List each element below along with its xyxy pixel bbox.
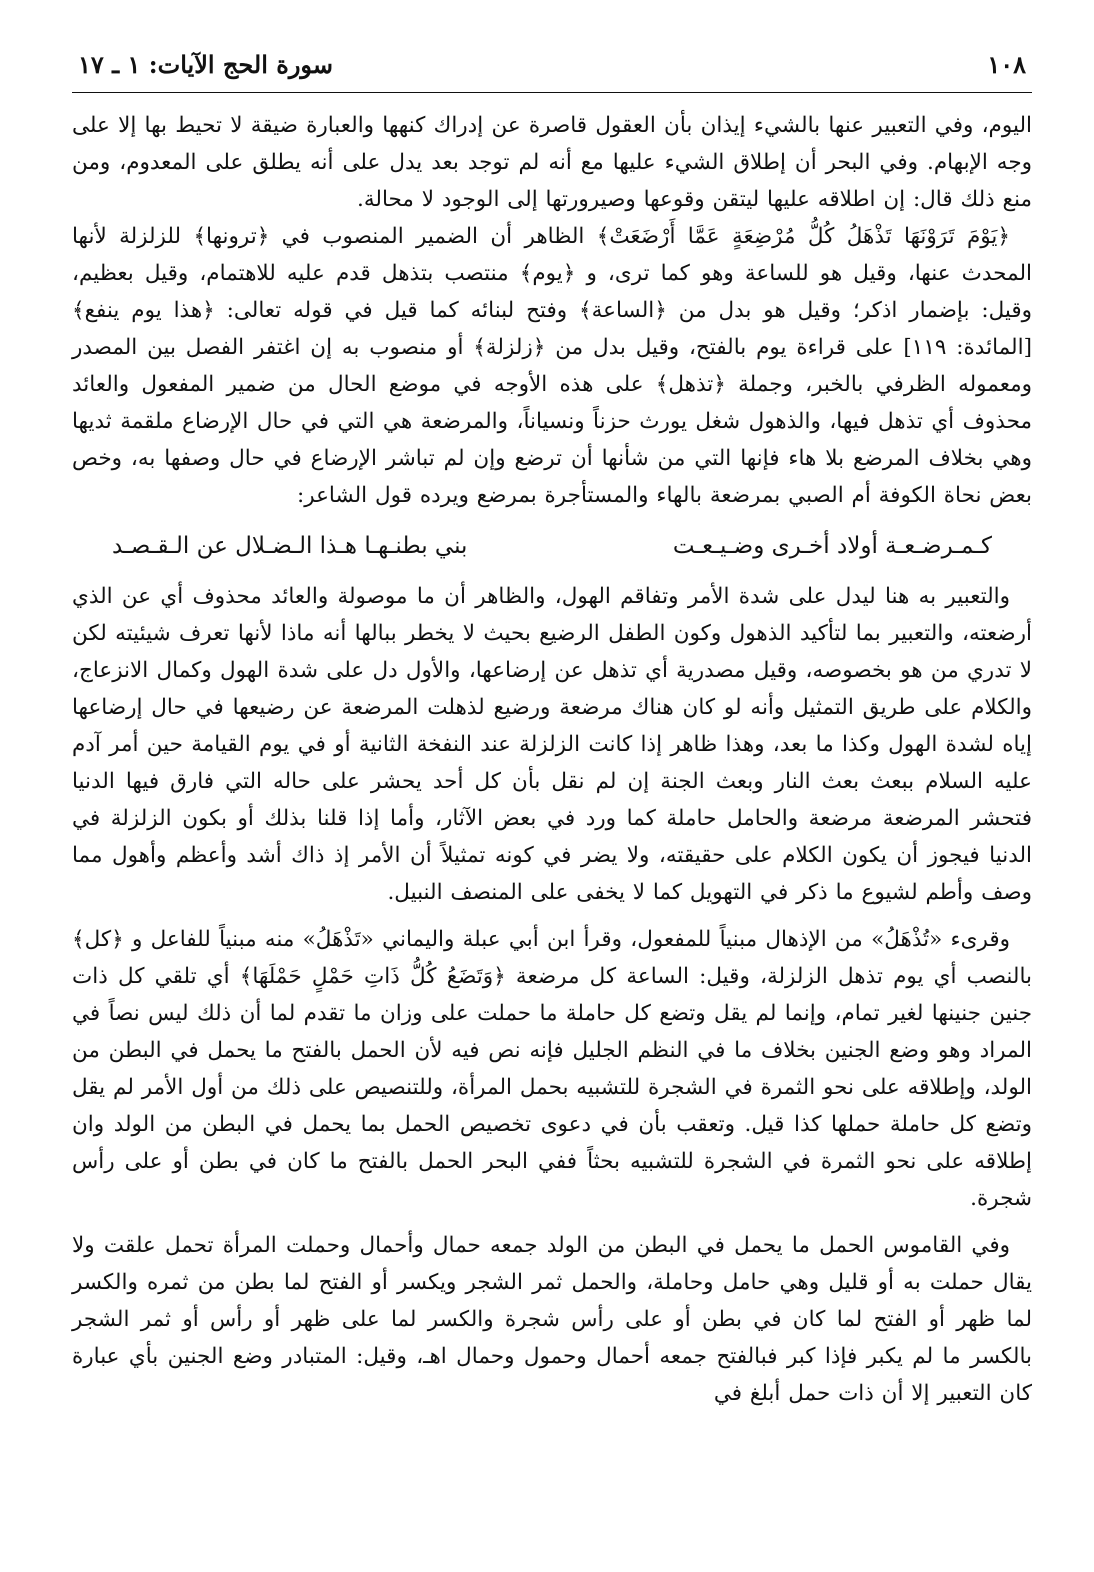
paragraph: اليوم، وفي التعبير عنها بالشيء إيذان بأن العقول قاصرة عن إدراك كنهها والعبارة ضيقة لا تحيط بها إلا على وجه الإبهام. وفي البحر أن إطلاق الشيء عليها مع أنه لم توجد بعد يدل على أنه يطلق على المعدوم، ومن منع ذلك قال: إن اطلاقه عليها ليتقن وقوعها وصيرورتها إلى الوجود لا محالة.	[72, 113, 1032, 212]
paragraph: وقرىء «تُذْهَلُ» من الإذهال مبنياً للمفعول، وقرأ ابن أبي عبلة واليماني «تَذْهَلُ» منه مبنياً للفاعل و ﴿كل﴾ بالنصب أي يوم تذهل الزلزلة، وقيل: الساعة كل مرضعة ﴿وَتَضَعُ كُلُّ ذَاتِ حَمْلٍ حَمْلَهَا﴾ أي تلقي كل ذات جنين جنينها لغير تمام، وإنما لم يقل وتضع كل حاملة ما حملت على وزان ما تقدم لما أن ذلك ليس نصاً في المراد وهو وضع الجنين بخلاف ما في النظم الجليل فإنه نص فيه لأن الحمل بالفتح ما يحمل في البطن من الولد، وإطلاقه على نحو الثمرة في الشجرة للتشبيه بحمل المرأة، وللتنصيص على ذلك من أول الأمر لم يقل وتضع كل حاملة حملها كذا قيل. وتعقب بأن في دعوى تخصيص الحمل بما يحمل في البطن من الولد وان إطلاقه على نحو الثمرة في الشجرة للتشبيه بحثاً ففي البحر الحمل بالفتح ما كان في بطن أو على رأس شجرة.	[72, 927, 1032, 1211]
paragraph: وفي القاموس الحمل ما يحمل في البطن من الولد جمعه حمال وأحمال وحملت المرأة تحمل علقت ولا يقال حملت به أو قليل وهي حامل وحاملة، والحمل ثمر الشجر ويكسر أو الفتح لما بطن من ثمره والكسر لما ظهر أو الفتح لما كان في بطن أو على رأس شجرة والكسر لما على ظهر أو رأس أو ثمر الشجر بالكسر ما لم يكبر فإذا كبر فبالفتح جمعه أحمال وحمول وحمال اهـ، وقيل: المتبادر وضع الجنين بأي عبارة كان التعبير إلا أن ذات حمل أبلغ في	[72, 1233, 1032, 1406]
page-number: ١٠٨	[987, 50, 1026, 79]
verse-first-hemistich: كـمـرضـعـة أولاد أخـرى وضـيـعـت	[672, 533, 992, 559]
page	[72, 50, 1032, 1412]
paragraph: والتعبير به هنا ليدل على شدة الأمر وتفاقم الهول، والظاهر أن ما موصولة والعائد محذوف أي عن الذي أرضعته، والتعبير بما لتأكيد الذهول وكون الطفل الرضيع بحيث لا يخطر ببالها أنه ماذا لأنها تعرف شيئيته لكن لا تدري من هو بخصوصه، وقيل مصدرية أي تذهل عن إرضاعها، والأول دل على شدة الهول وكمال الانزعاج، والكلام على طريق التمثيل وأنه لو كان هناك مرضعة ورضيع لذهلت المرضعة عن رضيعها في حال إرضاعها إياه لشدة الهول وكذا ما بعد، وهذا ظاهر إذا كانت الزلزلة عند النفخة الثانية أو في يوم القيامة حين أمر آدم عليه السلام ببعث بعث النار وبعث الجنة إن لم نقل بأن كل أحد يحشر على حاله التي فارق فيها الدنيا فتحشر المرضعة مرضعة والحامل حاملة كما ورد في بعض الآثار، وأما إذا قلنا بذلك أو بكون الزلزلة في الدنيا فيجوز أن يكون الكلام على حقيقته، ولا يضر في كونه تمثيلاً أن الأمر إذ ذاك أشد وأعظم وأهول مما وصف وأطم لشيوع ما ذكر في التهويل كما لا يخفى على المنصف النبيل.	[72, 584, 1032, 905]
paragraph: ﴿يَوْمَ تَرَوْنَهَا تَذْهَلُ كُلُّ مُرْضِعَةٍ عَمَّا أَرْضَعَتْ﴾ الظاهر أن الضمير المنصوب في ﴿ترونها﴾ للزلزلة لأنها المحدث عنها، وقيل هو للساعة وهو كما ترى، و ﴿يوم﴾ منتصب بتذهل قدم عليه للاهتمام، وقيل بعظيم، وقيل: بإضمار اذكر؛ وقيل هو بدل من ﴿الساعة﴾ وفتح لبنائه كما قيل في قوله تعالى: ﴿هذا يوم ينفع﴾ [المائدة: ١١٩] على قراءة يوم بالفتح، وقيل بدل من ﴿زلزلة﴾ أو منصوب به إن اغتفر الفصل بين المصدر ومعموله الظرفي بالخبر، وجملة ﴿تذهل﴾ على هذه الأوجه في موضع الحال من ضمير المفعول والعائد محذوف أي تذهل فيها، والذهول شغل يورث حزناً ونسياناً، والمرضعة هي التي في حال الإرضاع ملقمة ثديها وهي بخلاف المرضع بلا هاء فإنها التي من شأنها أن ترضع وإن لم تباشر الإرضاع في حال وصفها به، وخص بعض نحاة الكوفة أم الصبي بمرضعة بالهاء والمستأجرة بمرضع ويرده قول الشاعر:	[72, 224, 1032, 508]
page-header	[72, 50, 1032, 93]
running-title: سورة الحج الآيات: ١ ـ ١٧	[78, 50, 333, 79]
verse-second-hemistich: بني بطنـهـا هـذا الـضـلال عن الـقـصـد	[112, 533, 468, 559]
poetry-verse	[112, 526, 992, 566]
